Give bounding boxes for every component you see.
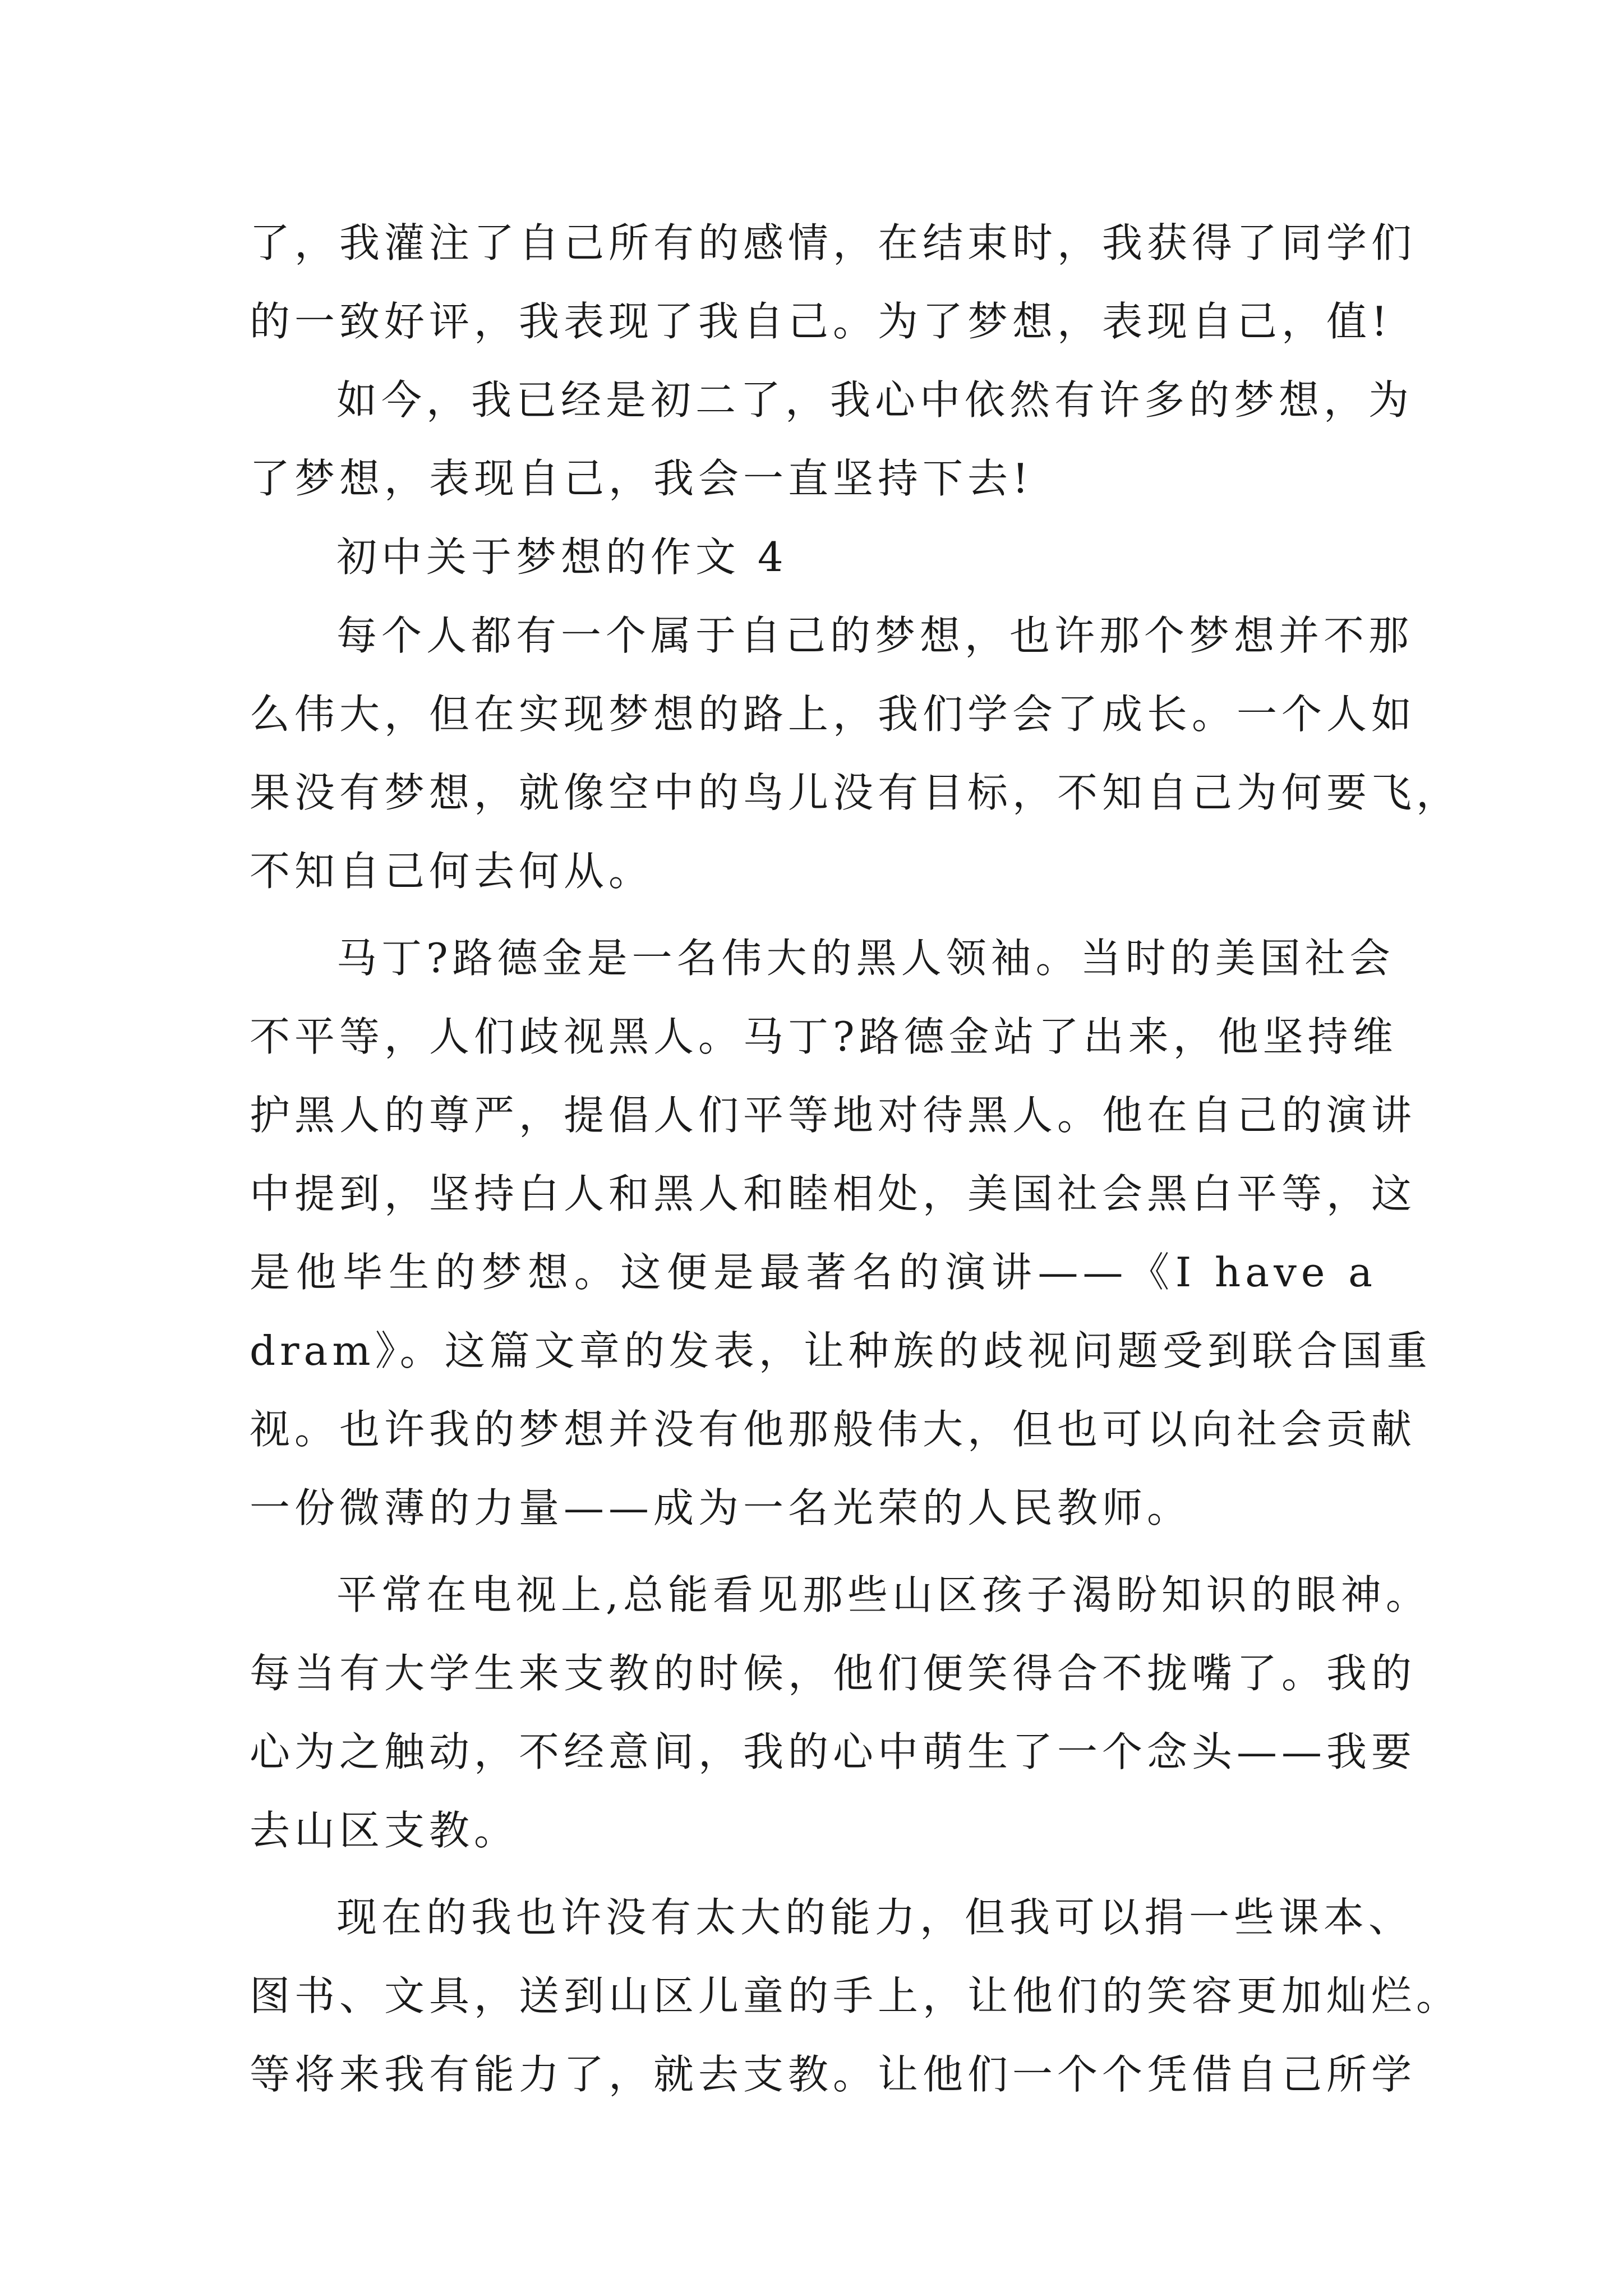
- paragraph-first-line: 每个人都有一个属于自己的梦想，也许那个梦想并不那: [336, 612, 1414, 659]
- paragraph-first-line: 如今，我已经是初二了，我心中依然有许多的梦想，为: [336, 376, 1414, 424]
- paragraph-first-line: 马丁?路德金是一名伟大的黑人领袖。当时的美国社会: [336, 935, 1395, 982]
- text-line: 不平等，人们歧视黑人。马丁?路德金站了出来，他坚持维: [250, 1013, 1398, 1060]
- text-line: 图书、文具，送到山区儿童的手上，让他们的笑容更加灿烂。: [250, 1972, 1461, 2019]
- section-heading: 初中关于梦想的作文 4: [336, 533, 788, 581]
- text-line: 了梦想，表现自己，我会一直坚持下去!: [250, 455, 1033, 502]
- paragraph-first-line: 现在的我也许没有太大的能力，但我可以捐一些课本、: [336, 1894, 1414, 1941]
- text-line: 的一致好评，我表现了我自己。为了梦想，表现自己，值!: [250, 298, 1392, 345]
- text-line: 等将来我有能力了，就去支教。让他们一个个凭借自己所学: [250, 2051, 1417, 2098]
- text-line: dram》。这篇文章的发表，让种族的歧视问题受到联合国重: [250, 1327, 1432, 1374]
- text-line: 心为之触动，不经意间，我的心中萌生了一个念头——我要: [250, 1728, 1417, 1775]
- text-line: 么伟大，但在实现梦想的路上，我们学会了成长。一个人如: [250, 691, 1417, 738]
- text-line: 中提到，坚持白人和黑人和睦相处，美国社会黑白平等，这: [250, 1170, 1417, 1217]
- paragraph-first-line: 平常在电视上,总能看见那些山区孩子渴盼知识的眼神。: [336, 1571, 1431, 1618]
- text-line: 一份微薄的力量——成为一名光荣的人民教师。: [250, 1484, 1192, 1531]
- text-line: 视。也许我的梦想并没有他那般伟大，但也可以向社会贡献: [250, 1406, 1417, 1453]
- text-line: 不知自己何去何从。: [250, 848, 654, 895]
- text-line: 是他毕生的梦想。这便是最著名的演讲——《I have a: [250, 1249, 1377, 1296]
- text-line: 了，我灌注了自己所有的感情，在结束时，我获得了同学们: [250, 219, 1417, 266]
- text-line: 果没有梦想，就像空中的鸟儿没有目标，不知自己为何要飞，: [250, 769, 1461, 816]
- text-line: 每当有大学生来支教的时候，他们便笑得合不拢嘴了。我的: [250, 1650, 1417, 1697]
- text-line: 去山区支教。: [250, 1807, 519, 1854]
- text-line: 护黑人的尊严，提倡人们平等地对待黑人。他在自己的演讲: [250, 1092, 1417, 1139]
